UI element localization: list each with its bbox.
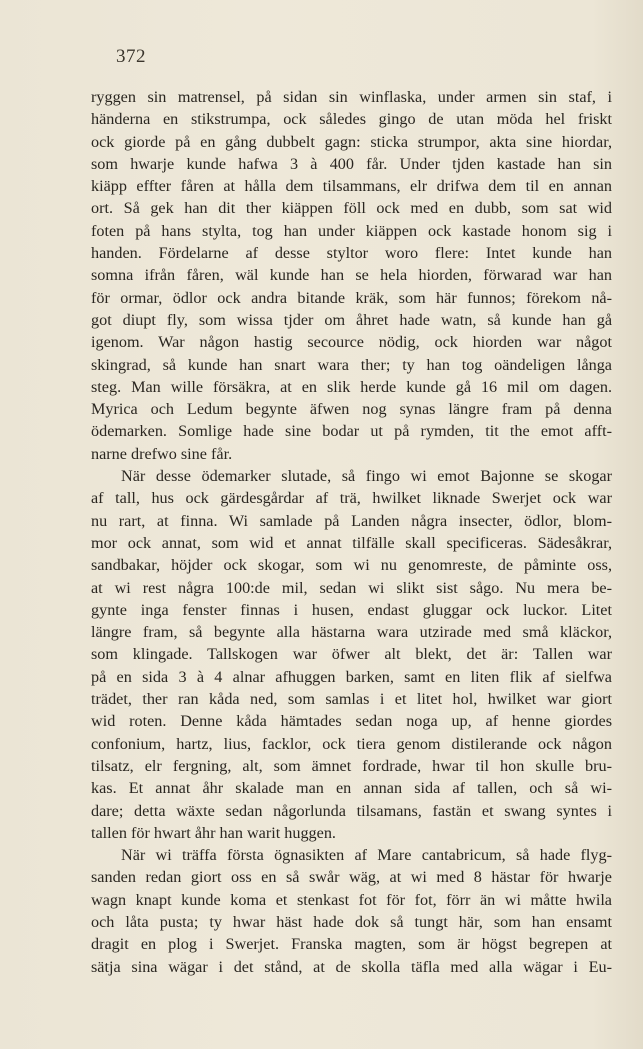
text-line: sanden redan giort oss en så swår wäg, at wi med 8 hästar för hwarje [91,868,612,887]
text-line: dragit en plog i Swerjet. Franska magten, som är högst begrepen at [91,935,612,954]
text-line: steg. Man wille försäkra, at en slik herde kunde gå 16 mil om dagen. [91,377,612,396]
text-line: wid roten. Denne kåda hämtades sedan noga up, af henne giordes [91,712,612,731]
text-line: gynte inga fenster finnas i husen, endast gluggar ock luckor. Litet [91,600,612,619]
paragraph [91,465,612,844]
text-line: mor ock annat, som wid et annat tilfälle skall specificeras. Sädesåkrar, [91,533,612,552]
text-line: När wi träffa första ögnasikten af Mare cantabricum, så hade flyg- [121,846,612,865]
page-number: 372 [116,46,146,67]
text-line: foten på hans stylta, tog han under kiäppen ock kastade honom sig i [91,221,612,240]
text-line: kiäpp effter fåren at hålla dem tilsammans, elr drifwa dem til en annan [91,177,612,196]
text-line: wagn knapt kunde koma et stenkast fot för fot, förr än wi måtte hwila [91,890,612,909]
text-line: När desse ödemarker slutade, så fingo wi emot Bajonne se skogar [121,467,612,486]
text-line: tilsatz, elr fergning, alt, som ämnet fordrade, hwar til hon skulle bru- [91,756,612,775]
text-line: längre fram, så begynte alla hästarna wara utzirade med små kläckor, [91,623,612,642]
text-line: kas. Et annat åhr skalade man en annan sida af tallen, och så wi- [91,779,612,798]
text-line: som klingade. Tallskogen war öfwer alt blekt, det är: Tallen war [91,645,612,664]
text-line: Myrica och Ledum begynte äfwen nog synas längre fram på denna [91,400,612,419]
text-line: dare; detta wäxte sedan någorlunda tilsamans, fastän et swang syntes i [91,801,612,820]
text-line: confonium, hartz, lius, facklor, ock tiera genom distilerande ock någon [91,734,612,753]
text-line: af tall, hus ock gärdesgårdar af trä, hwilket liknade Swerjet ock war [91,489,612,508]
text-line: ock giorde på en gång dubbelt gagn: sticka strumpor, akta sine hiordar, [91,132,612,151]
text-line: ort. Så gek han dit ther kiäppen föll ock med en dubb, som sat wid [91,199,612,218]
text-line: somna ifrån fåren, wäl kunde han se hela hiorden, förwarad war han [91,266,612,285]
text-line: trädet, ther ran kåda ned, som samlas i et litet hol, hwilket war giort [91,690,612,709]
text-line: ödemarken. Somlige hade sine bodar ut på rymden, tit the emot afft- [91,422,612,441]
text-line: tallen för hwart åhr han warit huggen. [91,823,336,842]
text-line: ryggen sin matrensel, på sidan sin winflaska, under armen sin staf, i [91,88,612,106]
text-line: för ormar, ödlor ock andra bitande kräk, som här funnos; förekom nå- [91,288,612,307]
paragraph [91,86,612,465]
text-line: handen. Fördelarne af desse styltor woro flere: Intet kunde han [91,244,612,263]
paragraph [91,844,612,978]
text-line: sandbakar, höjder ock skogar, som wi nu genomreste, de påminte oss, [91,556,612,575]
body-text [91,86,612,978]
text-line: igenom. War någon hastig secource nödig, ock hiorden war något [91,333,612,352]
text-line: händerna en stikstrumpa, ock således gingo de utan möda hel friskt [91,110,612,129]
text-line: at wi rest några 100:de mil, sedan wi slikt sist sågo. Nu mera be- [91,578,612,597]
text-line: nu rart, at finna. Wi samlade på Landen några insecter, ödlor, blom- [91,511,612,530]
text-line: skingrad, så kunde han snart wara ther; ty han tog oändeligen långa [91,355,612,374]
text-line: på en sida 3 à 4 alnar afhuggen barken, samt en liten flik af sielfwa [91,667,612,686]
text-line: sätja sina wägar i det stånd, at de skolla täfla med alla wägar i Eu- [91,957,612,976]
text-line: narne drefwo sine får. [91,444,233,463]
text-line: got diupt fly, som wissa tjder om åhret hade watn, så kunde han gå [91,310,612,329]
text-line: och låta pusta; ty hwar häst hade dok så tungt här, som han ensamt [91,912,612,931]
text-line: som hwarje kunde hafwa 3 à 400 får. Under tjden kastade han sin [91,154,612,173]
